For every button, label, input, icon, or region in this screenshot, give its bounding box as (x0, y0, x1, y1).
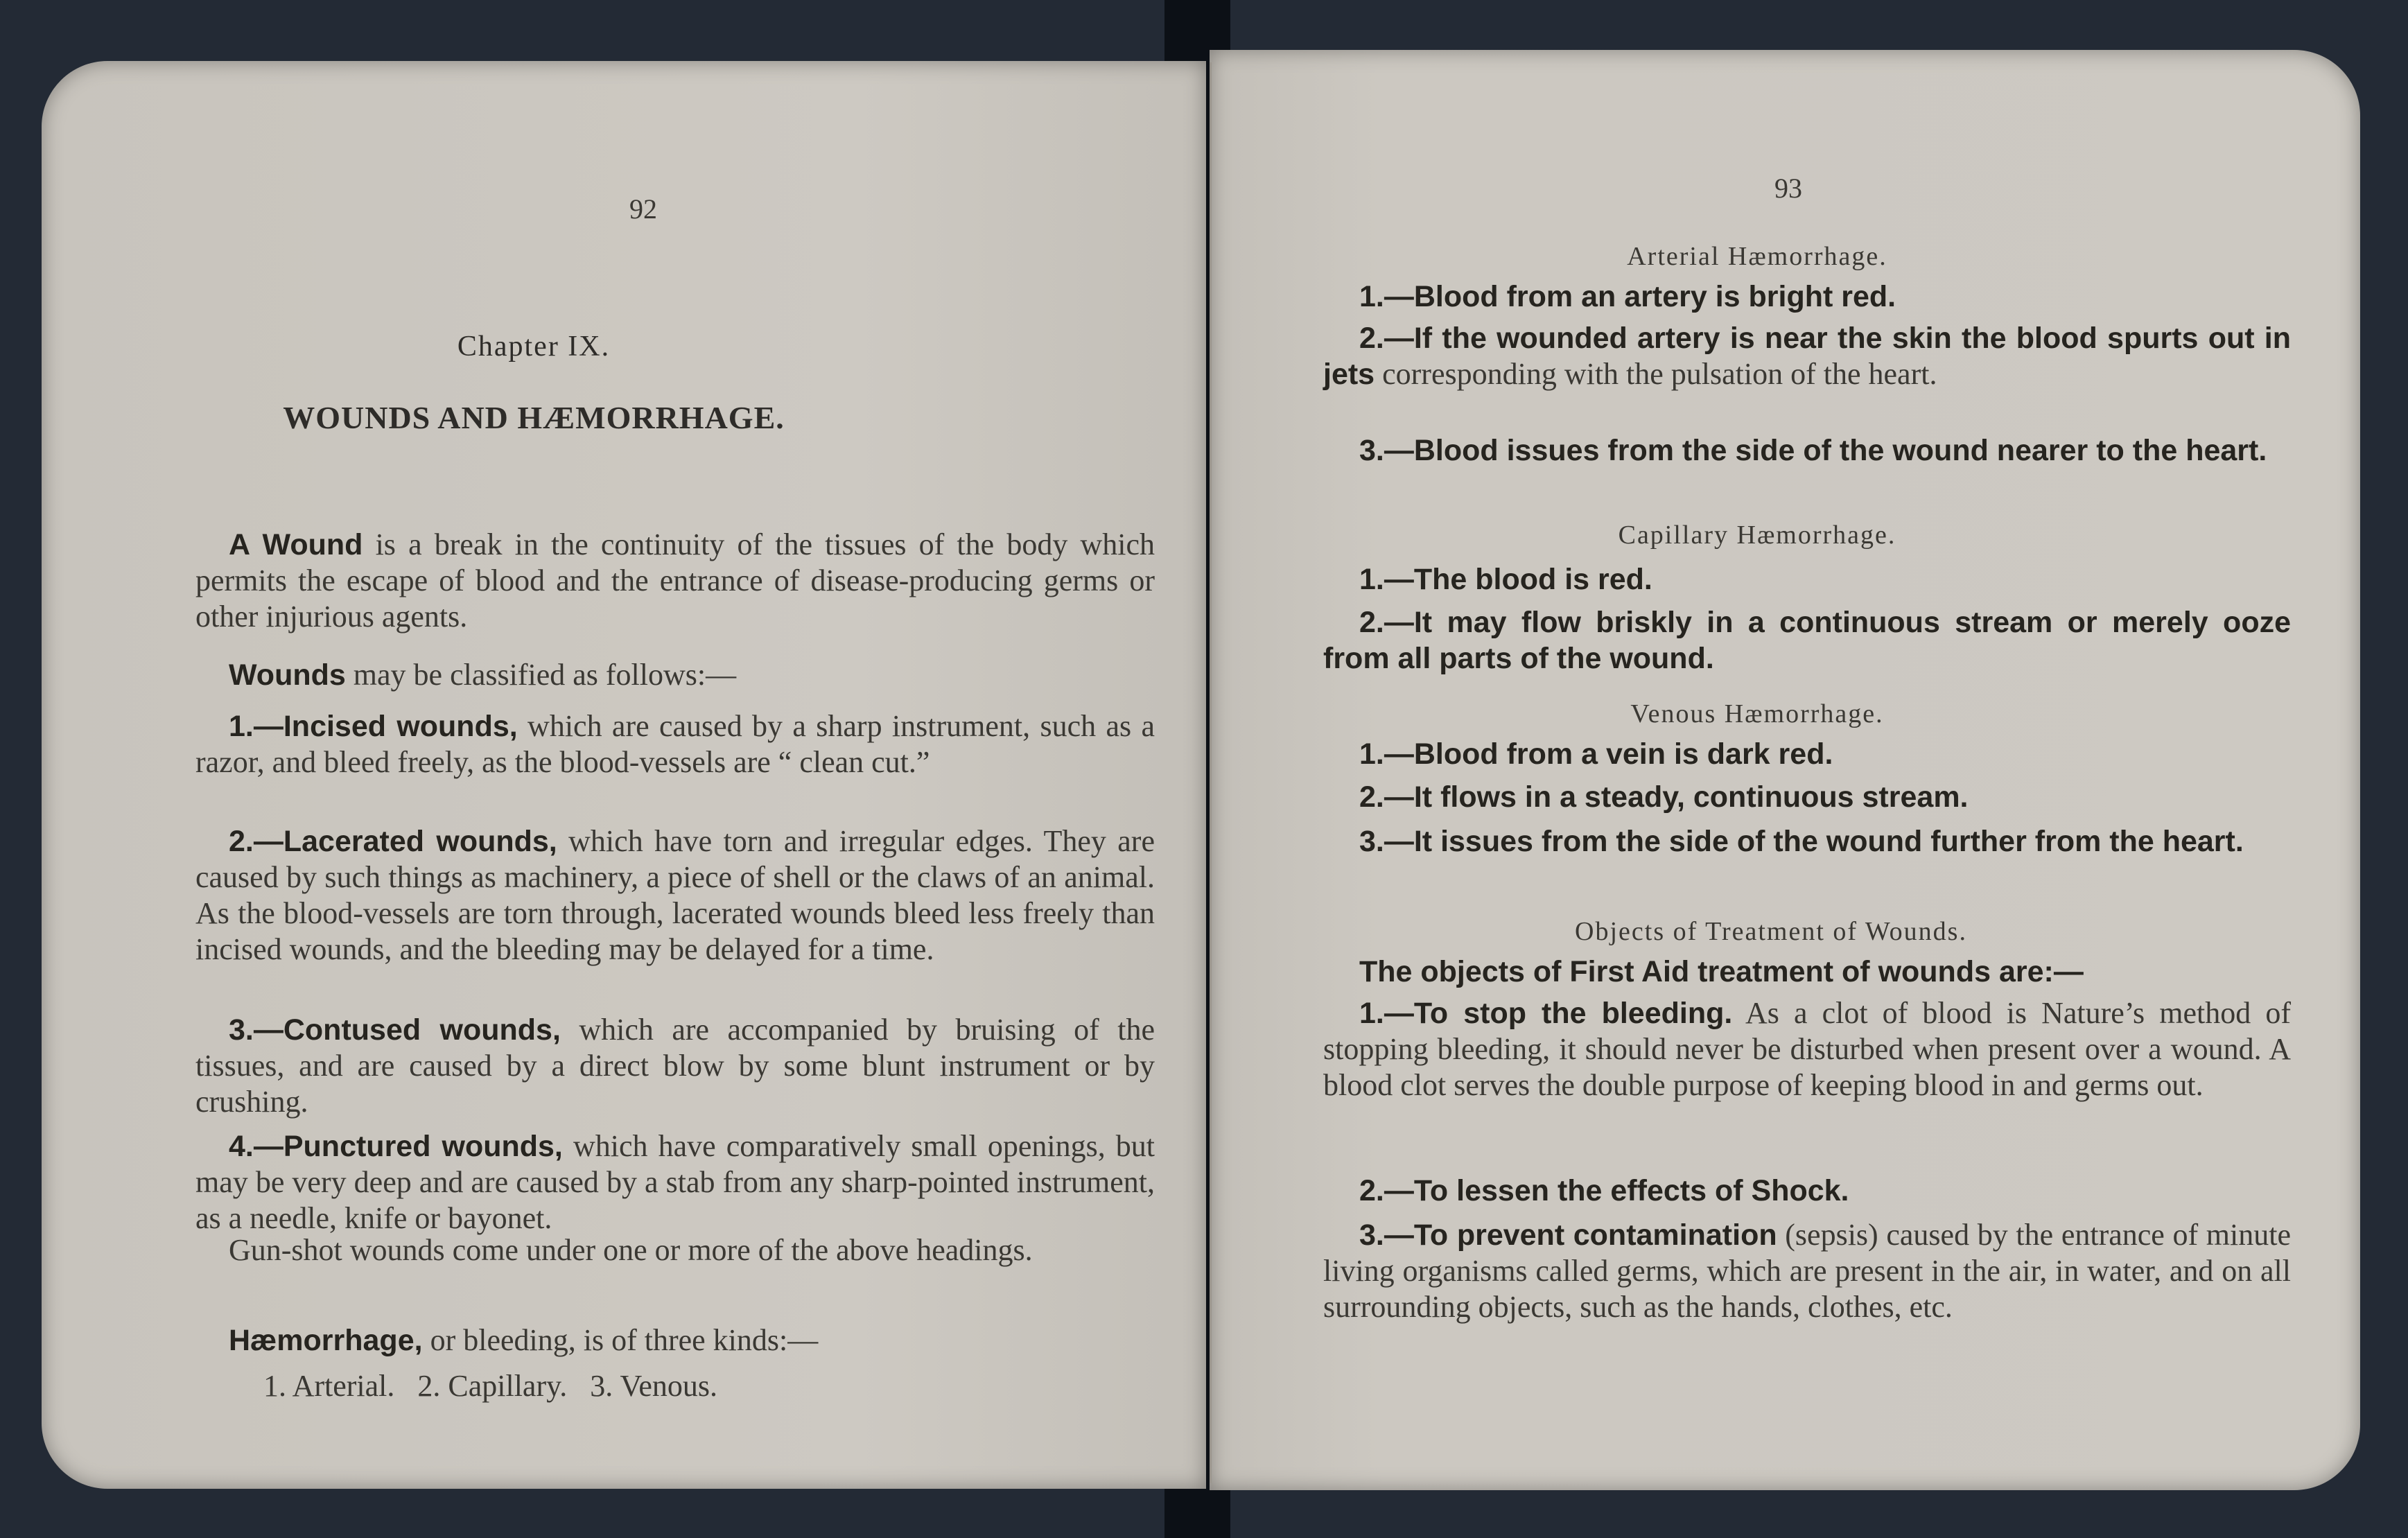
objects-intro (1323, 954, 2291, 990)
paragraph-text: which are accompanied by bruising of the tissues, and are caused by a direct blow by some blunt instrument or by crushing. (195, 1013, 1155, 1119)
paragraph-punctured (195, 1128, 1155, 1236)
chapter-label (0, 330, 1116, 363)
arterial-item-3 (1323, 432, 2291, 469)
paragraph-text: is a break in the continuity of the tissues of the body which permits the escape of blood and the entrance of disease-producing germs or other injurious agents. (195, 527, 1155, 633)
capillary-item-2 (1323, 604, 2291, 676)
bold-term: 3.—It issues from the side of the wound further from the heart. (1359, 825, 2244, 858)
section-heading-objects: Objects of Treatment of Wounds. (1575, 917, 1967, 946)
bold-term: 3.—Contused wounds, (229, 1013, 561, 1047)
venous-item-3 (1323, 823, 2291, 859)
paragraph-classification (195, 657, 1155, 693)
bold-term: 2.—If the wounded artery is near the skin the blood spurts out in jets (1323, 322, 2291, 391)
bold-term: Hæmorrhage, (229, 1324, 423, 1357)
bold-term: 2.—It may flow briskly in a continuous stream or merely ooze from all parts of the wound. (1323, 606, 2291, 675)
paragraph-text: which have comparatively small openings, but may be very deep and are caused by a stab from any sharp-pointed instrument, as a needle, knife or bayonet. (195, 1129, 1155, 1235)
paragraph-incised (195, 708, 1155, 780)
section-heading-capillary: Capillary Hæmorrhage. (1618, 521, 1896, 550)
paragraph-lacerated (195, 823, 1155, 968)
paragraph-contused (195, 1012, 1155, 1120)
page-number: 93 (1774, 173, 1802, 204)
bold-term: Wounds (229, 658, 346, 692)
haemorrhage-kinds-list: 1. Arterial. 2. Capillary. 3. Venous. (263, 1369, 718, 1403)
chapter-title: WOUNDS AND HÆMORRHAGE. (283, 400, 785, 435)
paragraph-wound-definition (195, 527, 1155, 635)
objects-item-1 (1323, 995, 2291, 1103)
bold-term: 2.—To lessen the effects of Shock. (1359, 1174, 1849, 1207)
paragraph-haemorrhage (195, 1322, 1155, 1358)
bold-term: 1.—Incised wounds, (229, 710, 518, 743)
bold-term: 2.—It flows in a steady, continuous stream. (1359, 780, 1969, 814)
paragraph-text: or bleeding, is of three kinds:— (422, 1323, 819, 1357)
bold-term: The objects of First Aid treatment of wounds are:— (1359, 955, 2084, 988)
paragraph-gunshot (195, 1232, 1155, 1268)
bold-term: A Wound (229, 528, 363, 561)
section-heading-venous: Venous Hæmorrhage. (1630, 699, 1884, 728)
bold-term: 1.—Blood from an artery is bright red. (1359, 280, 1896, 313)
right-page (1210, 50, 2360, 1490)
paragraph-text: Gun-shot wounds come under one or more of the above headings. (229, 1233, 1033, 1267)
page-number: 92 (629, 193, 657, 225)
bold-term: 3.—Blood issues from the side of the wound nearer to the heart. (1359, 434, 2267, 467)
section-heading-arterial: Arterial Hæmorrhage. (1627, 242, 1887, 271)
bold-term: 2.—Lacerated wounds, (229, 825, 557, 858)
objects-item-3 (1323, 1217, 2291, 1325)
chapter-label-text: Chapter IX. (457, 331, 611, 362)
objects-item-2 (1323, 1173, 2291, 1209)
paragraph-text: which are caused by a sharp instrument, such as a razor, and bleed freely, as the blood-vessels are “ clean cut.” (195, 709, 1155, 779)
bold-term: 3.—To prevent contamination (1359, 1218, 1777, 1252)
bold-term: 4.—Punctured wounds, (229, 1130, 563, 1163)
bold-term: 1.—The blood is red. (1359, 563, 1652, 596)
bold-term: 1.—Blood from a vein is dark red. (1359, 737, 1833, 771)
item-text: corresponding with the pulsation of the heart. (1375, 357, 1937, 391)
venous-item-2 (1323, 779, 2291, 815)
page-gutter-line (1210, 62, 1212, 1483)
left-page (42, 61, 1206, 1489)
capillary-item-1 (1323, 561, 2291, 597)
arterial-item-2 (1323, 320, 2291, 392)
bold-term: 1.—To stop the bleeding. (1359, 997, 1733, 1030)
item-text: (sepsis) caused by the entrance of minute living organisms called germs, which are present in the air, in water, and on all surrounding objects, such as the hands, clothes, etc. (1323, 1218, 2292, 1324)
paragraph-text: may be classified as follows:— (345, 658, 737, 692)
paragraph-text: which have torn and irregular edges. They are caused by such things as machinery, a piece of shell or the claws of an animal. As the blood-vessels are torn through, lacerated wounds bleed less freely than incised wounds, and the bleeding may be delayed for a time. (195, 824, 1155, 966)
arterial-item-1 (1323, 279, 2291, 315)
venous-item-1 (1323, 736, 2291, 772)
item-text: As a clot of blood is Nature’s method of stopping bleeding, it should never be disturbed when present over a wound. A blood clot serves the double purpose of keeping blood in and germs out. (1323, 996, 2291, 1102)
